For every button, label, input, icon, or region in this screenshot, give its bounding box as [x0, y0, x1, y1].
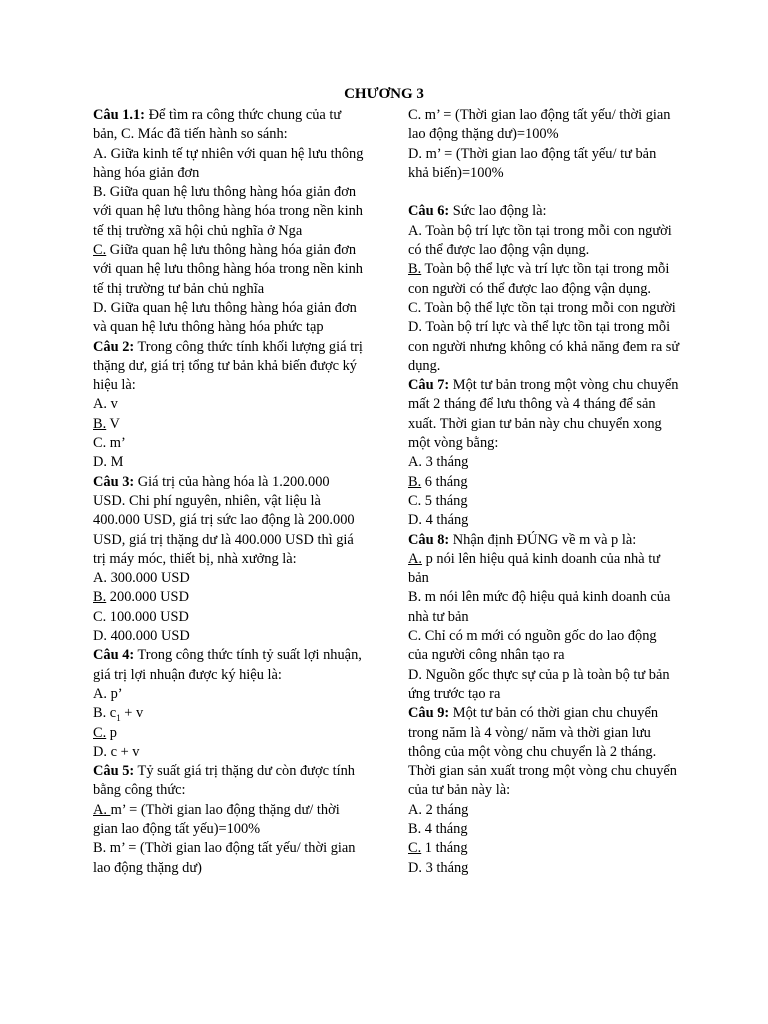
question-label: Câu 3:	[93, 473, 135, 490]
option-text: V	[106, 415, 120, 432]
question-2	[93, 338, 365, 396]
option-c-correct	[408, 839, 680, 858]
option-letter: B.	[93, 415, 107, 432]
question-3	[93, 473, 365, 569]
left-column	[93, 106, 365, 878]
question-text: Để tìm ra công thức chung của tư bản, C. Mác đã tiến hành so sánh:	[93, 107, 342, 143]
option-b: B. Giữa quan hệ lưu thông hàng hóa giản đơn với quan hệ lưu thông hàng hóa trong nền kinh tế thị trường xã hội chủ nghĩa ở Nga	[93, 184, 363, 239]
option-text: B. c	[93, 705, 117, 722]
option-a: A. v	[93, 396, 118, 413]
question-text: Nhận định ĐÚNG về m và p là:	[449, 531, 637, 548]
option-text: 200.000 USD	[106, 589, 189, 606]
option-d: D. 4 tháng	[408, 512, 469, 529]
option-text: p	[106, 724, 117, 741]
option-letter: A.	[93, 801, 111, 818]
option-text-tail: + v	[120, 705, 144, 722]
question-text: Trong công thức tính khối lượng giá trị thặng dư, giá trị tổng tư bản khả biến được ký hiệu là:	[93, 338, 363, 394]
option-d: D. 3 tháng	[408, 859, 469, 876]
option-d: D. c + v	[93, 743, 140, 760]
option-b-correct	[93, 415, 365, 434]
question-label: Câu 4:	[93, 647, 135, 664]
chapter-title: CHƯƠNG 3	[344, 86, 424, 102]
option-letter: C.	[93, 242, 107, 259]
option-b: B. 4 tháng	[408, 820, 468, 837]
option-letter: C.	[408, 840, 422, 857]
question-label: Câu 8:	[408, 531, 450, 548]
question-4	[93, 646, 365, 685]
option-d: D. 400.000 USD	[93, 628, 190, 645]
option-b-correct	[408, 473, 680, 492]
option-b: B. m nói lên mức độ hiệu quả kinh doanh của nhà tư bản	[408, 589, 671, 625]
option-text: Toàn bộ thể lực và trí lực tồn tại trong mỗi con người có thể được lao động vận dụng.	[408, 261, 670, 297]
spacer	[408, 183, 680, 202]
option-d: D. Nguồn gốc thực sự của p là toàn bộ tư bản ứng trước tạo ra	[408, 666, 670, 702]
question-label: Câu 7:	[408, 377, 450, 394]
option-text: 6 tháng	[421, 473, 468, 490]
option-a: A. p’	[93, 685, 123, 702]
option-c-correct	[93, 241, 365, 299]
question-label: Câu 6:	[408, 203, 450, 220]
question-label: Câu 1.1:	[93, 107, 145, 123]
option-c: C. m’ = (Thời gian lao động tất yếu/ thời gian lao động thặng dư)=100%	[408, 107, 671, 143]
question-1-1	[93, 106, 365, 145]
question-text: Trong công thức tính tỷ suất lợi nhuận, giá trị lợi nhuận được ký hiệu là:	[93, 647, 362, 683]
option-text: 1 tháng	[421, 840, 468, 857]
option-a: A. 300.000 USD	[93, 570, 190, 587]
option-d: D. Toàn bộ trí lực và thể lực tồn tại trong mỗi con người nhưng không có khả năng đem ra sử dụng.	[408, 319, 680, 374]
option-letter: B.	[408, 473, 422, 490]
question-6	[408, 202, 680, 221]
question-5	[93, 762, 365, 801]
option-c: C. Toàn bộ thể lực tồn tại trong mỗi con người	[408, 299, 676, 316]
option-a: A. 3 tháng	[408, 454, 469, 471]
option-text: m’ = (Thời gian lao động thặng dư/ thời gian lao động tất yếu)=100%	[93, 801, 340, 837]
subscript: 1	[116, 713, 121, 724]
question-label: Câu 9:	[408, 705, 450, 722]
right-column	[408, 106, 680, 878]
option-letter: B.	[408, 261, 422, 278]
question-text: Một tư bản có thời gian chu chuyển trong năm là 4 vòng/ năm và thời gian lưu thông của một vòng chu chuyển là 2 tháng. Thời gian sản xuất trong một vòng chu chuyển của tư bản này là:	[408, 705, 677, 799]
option-letter: C.	[93, 724, 107, 741]
option-a: A. Giữa kinh tế tự nhiên với quan hệ lưu thông hàng hóa giản đơn	[93, 145, 364, 181]
question-text: Tỷ suất giá trị thặng dư còn được tính bằng công thức:	[93, 763, 355, 799]
option-b: B. m’ = (Thời gian lao động tất yếu/ thời gian lao động thặng dư)	[93, 840, 356, 876]
option-b-correct	[408, 260, 680, 299]
option-d: D. Giữa quan hệ lưu thông hàng hóa giản đơn và quan hệ lưu thông hàng hóa phức tạp	[93, 299, 357, 336]
option-b	[93, 704, 365, 723]
option-c: C. Chỉ có m mới có nguồn gốc do lao động của người công nhân tạo ra	[408, 628, 657, 664]
option-text: p nói lên hiệu quả kinh doanh của nhà tư bản	[408, 550, 660, 587]
question-label: Câu 2:	[93, 338, 135, 355]
option-a: A. 2 tháng	[408, 801, 469, 818]
question-8	[408, 531, 680, 550]
option-letter: B.	[93, 589, 107, 606]
option-b-correct	[93, 588, 365, 607]
question-text: Giá trị của hàng hóa là 1.200.000 USD. Chi phí nguyên, nhiên, vật liệu là 400.000 USD, giá trị sức lao động là 200.000 USD, giá trị thặng dư là 400.000 USD thì giá trị máy móc, thiết bị, nhà xưởng là:	[93, 473, 355, 567]
question-7	[408, 376, 680, 453]
question-9	[408, 704, 680, 800]
option-c: C. 100.000 USD	[93, 608, 189, 625]
option-a: A. Toàn bộ trí lực tồn tại trong mỗi con người có thể được lao động vận dụng.	[408, 222, 672, 259]
option-a-correct	[93, 801, 365, 840]
option-d: D. M	[93, 454, 124, 471]
question-text: Một tư bản trong một vòng chu chuyển mất 2 tháng để lưu thông và 4 tháng để sản xuất. Thời gian tư bản này chu chuyển xong một vòng bằng:	[408, 377, 679, 452]
option-d: D. m’ = (Thời gian lao động tất yếu/ tư bản khả biến)=100%	[408, 145, 657, 181]
question-label: Câu 5:	[93, 763, 135, 780]
option-c: C. 5 tháng	[408, 492, 468, 509]
option-text: Giữa quan hệ lưu thông hàng hóa giản đơn với quan hệ lưu thông hàng hóa trong nền kinh tế thị trường tư bản chủ nghĩa	[93, 242, 363, 297]
option-letter: A.	[408, 550, 422, 567]
question-text: Sức lao động là:	[449, 203, 547, 220]
option-c: C. m’	[93, 435, 126, 452]
option-a-correct	[408, 550, 680, 589]
option-c-correct	[93, 724, 365, 743]
